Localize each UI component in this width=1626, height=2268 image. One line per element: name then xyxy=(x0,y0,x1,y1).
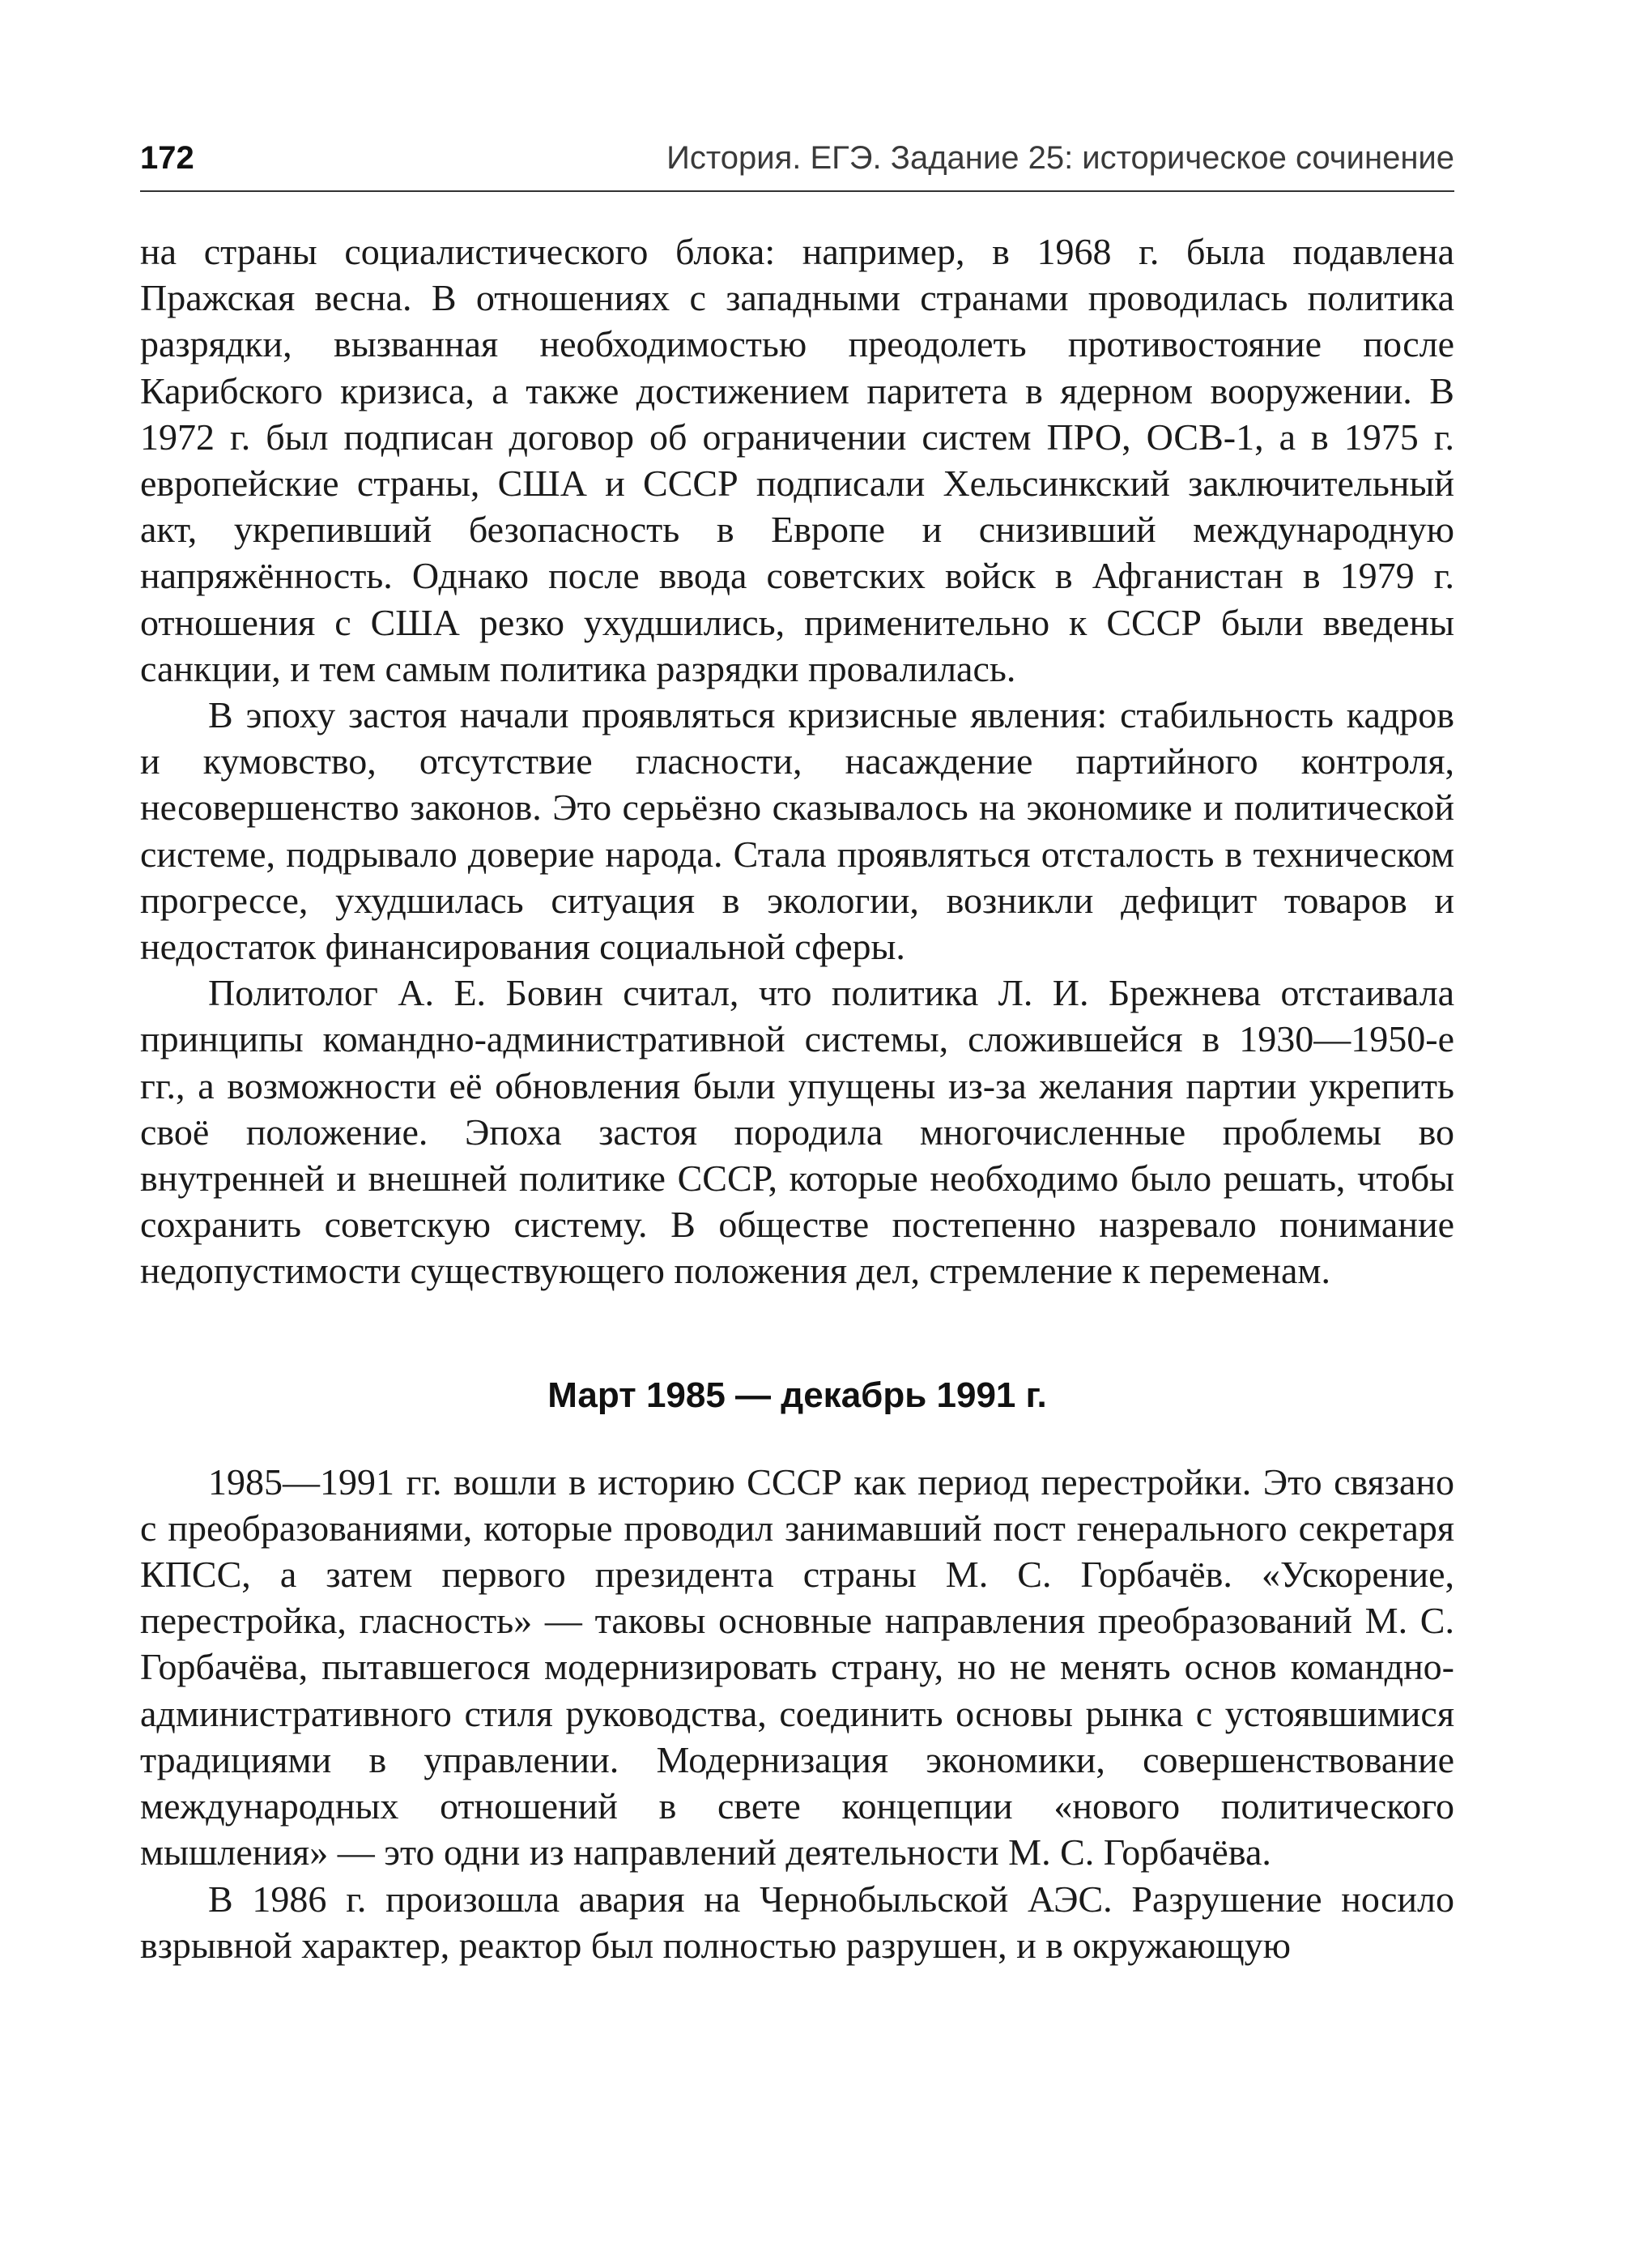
paragraph: Политолог А. Е. Бовин считал, что политика Л. И. Брежнева отстаивала принципы командно-административной системы, сложившейся в 1930—1950-е гг., а возможности её обновления были упущены из-за желания партии укрепить своё положение. Эпоха застоя породила многочисленные проблемы во внутренней и внешней политике СССР, которые необходимо было решать, чтобы сохранить советскую систему. В обществе постепенно назревало понимание недопустимости существующего положения дел, стремление к переменам. xyxy=(140,972,1454,1292)
running-head: История. ЕГЭ. Задание 25: историческое сочинение xyxy=(666,140,1454,176)
paragraph: В эпоху застоя начали проявляться кризисные явления: стабильность кадров и кумовство, отсутствие гласности, насаждение партийного контроля, несовершенство законов. Это серьёзно сказывалось на экономике и политической системе, подрывало доверие народа. Стала проявляться отсталость в техническом прогрессе, ухудшилась ситуация в экологии, возникли дефицит товаров и недостаток финансирования социальной сферы. xyxy=(140,694,1454,968)
paragraph: на страны социалистического блока: например, в 1968 г. была подавлена Пражская весна. В отношениях с западными странами проводилась политика разрядки, вызванная необходимостью преодолеть противостояние после Карибского кризиса, а также достижением паритета в ядерном вооружении. В 1972 г. был подписан договор об ограничении систем ПРО, ОСВ-1, а в 1975 г. европейские страны, США и СССР подписали Хельсинкский заключительный акт, укрепивший безопасность в Европе и снизивший международную напряжённость. Однако после ввода советских войск в Афганистан в 1979 г. отношения с США резко ухудшились, применительно к СССР были введены санкции, и тем самым политика разрядки провалилась. xyxy=(140,231,1454,689)
paragraph: В 1986 г. произошла авария на Чернобыльской АЭС. Разрушение носило взрывной характер, реактор был полностью разрушен, и в окружающую xyxy=(140,1878,1454,1966)
page-number: 172 xyxy=(140,140,194,176)
page-header xyxy=(140,134,1454,192)
section-title: Март 1985 — декабрь 1991 г. xyxy=(547,1375,1047,1415)
body-text xyxy=(140,228,1454,1968)
paragraph: 1985—1991 гг. вошли в историю СССР как период перестройки. Это связано с преобразованиями, которые проводил занимавший пост генерального секретаря КПСС, а затем первого президента страны М. С. Горбачёв. «Ускорение, перестройка, гласность» — таковы основные направления преобразований М. С. Горбачёва, пытавшегося модернизировать страну, но не менять основ командно-административного стиля руководства, соединить основы рынка с устоявшимися традициями в управлении. Модернизация экономики, совершенствование международных отношений в свете концепции «нового политического мышления» — это одни из направлений деятельности М. С. Горбачёва. xyxy=(140,1460,1454,1874)
